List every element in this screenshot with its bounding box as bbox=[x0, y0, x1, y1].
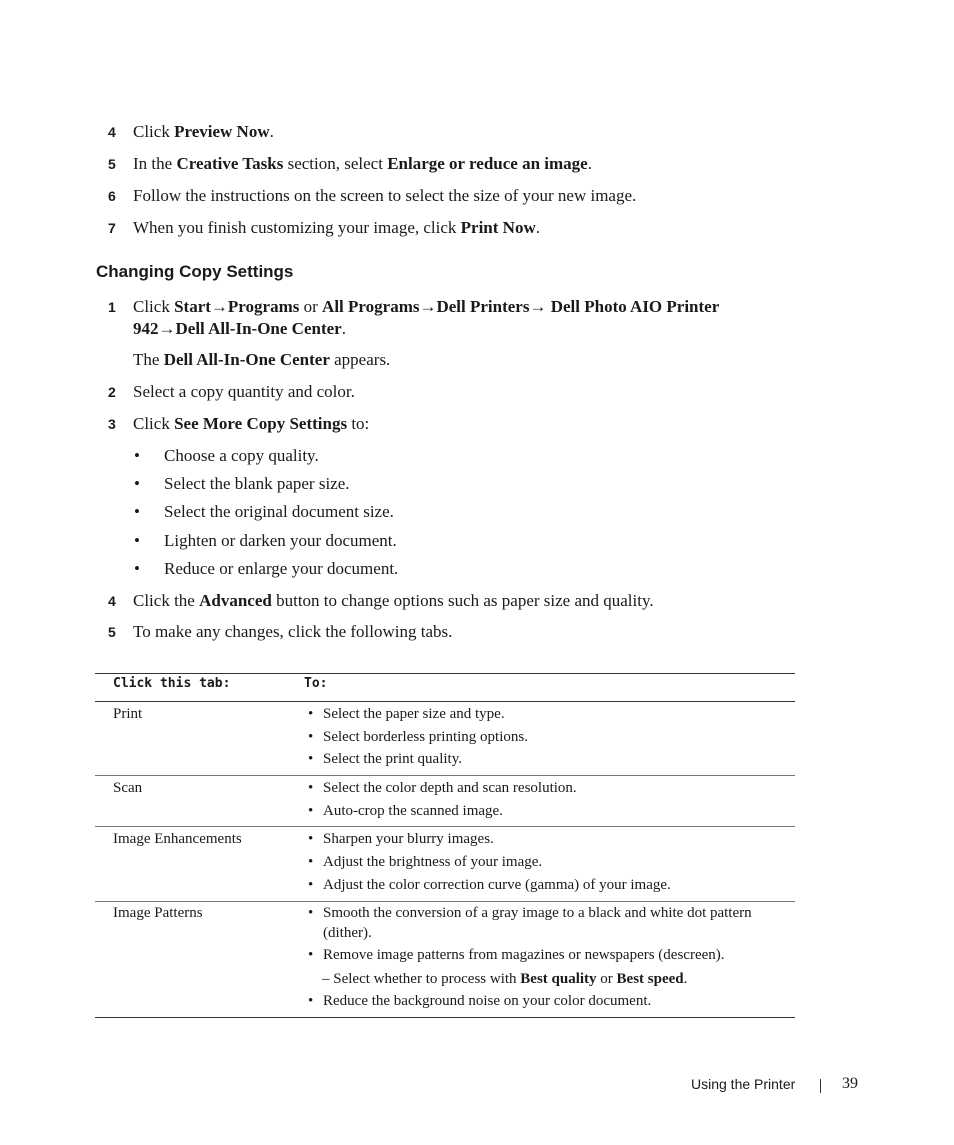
page-number: 39 bbox=[842, 1075, 858, 1092]
row-divider bbox=[95, 826, 795, 827]
step-text: Click Preview Now. bbox=[133, 122, 274, 141]
bullet-icon: • bbox=[308, 729, 314, 745]
section-heading: Changing Copy Settings bbox=[96, 262, 294, 281]
step-1-note: The Dell All-In-One Center appears. bbox=[133, 350, 391, 369]
bullet-icon: • bbox=[134, 559, 140, 578]
step-text: To make any changes, click the following tabs. bbox=[133, 622, 453, 641]
step-text: When you finish customizing your image, click Print Now. bbox=[133, 218, 540, 237]
footer-separator bbox=[820, 1079, 821, 1093]
step-number: 6 bbox=[108, 188, 116, 204]
bullet-icon: • bbox=[308, 905, 314, 921]
bullet-icon: • bbox=[308, 854, 314, 870]
bullet-icon: • bbox=[308, 803, 314, 819]
row-divider bbox=[95, 775, 795, 776]
footer-chapter-title: Using the Printer bbox=[691, 1076, 796, 1092]
step-number: 2 bbox=[108, 384, 116, 400]
step-text-line1: Click Start→Programs or All Programs→Dell Printers→ Dell Photo AIO Printer bbox=[133, 297, 720, 316]
step-text-line2: 942→Dell All-In-One Center. bbox=[133, 319, 346, 338]
step-number: 5 bbox=[108, 624, 116, 640]
bullet-icon: • bbox=[134, 446, 140, 465]
tab-name: Image Enhancements bbox=[113, 831, 242, 847]
row-divider bbox=[95, 901, 795, 902]
table-top-rule bbox=[95, 673, 795, 674]
bullet-icon: • bbox=[308, 751, 314, 767]
table-bottom-rule bbox=[95, 1017, 795, 1018]
tab-name: Image Patterns bbox=[113, 905, 203, 921]
tab-name: Scan bbox=[113, 780, 143, 796]
bullet-icon: • bbox=[308, 706, 314, 722]
step-text: Click See More Copy Settings to: bbox=[133, 414, 370, 433]
bullet-icon: • bbox=[134, 474, 140, 493]
step-number: 3 bbox=[108, 416, 116, 432]
bullet-icon: • bbox=[308, 780, 314, 796]
step-number: 4 bbox=[108, 593, 116, 609]
table-header-tab: Click this tab: bbox=[113, 676, 231, 691]
step-number: 5 bbox=[108, 156, 116, 172]
bullet-icon: • bbox=[134, 531, 140, 550]
step-number: 7 bbox=[108, 220, 116, 236]
step-number: 1 bbox=[108, 299, 116, 315]
step-text: In the Creative Tasks section, select Enlarge or reduce an image. bbox=[133, 154, 592, 173]
bullet-icon: • bbox=[308, 947, 314, 963]
step-number: 4 bbox=[108, 124, 116, 140]
table-header-to: To: bbox=[304, 676, 328, 691]
table-header-rule bbox=[95, 701, 795, 702]
tab-name: Print bbox=[113, 706, 143, 722]
bullet-icon: • bbox=[308, 993, 314, 1009]
step-text: Select a copy quantity and color. bbox=[133, 382, 355, 401]
step-text: Click the Advanced button to change options such as paper size and quality. bbox=[133, 591, 654, 610]
bullet-icon: • bbox=[308, 831, 314, 847]
bullet-icon: • bbox=[134, 502, 140, 521]
step-text: Follow the instructions on the screen to select the size of your new image. bbox=[133, 186, 637, 205]
bullet-icon: • bbox=[308, 877, 314, 893]
